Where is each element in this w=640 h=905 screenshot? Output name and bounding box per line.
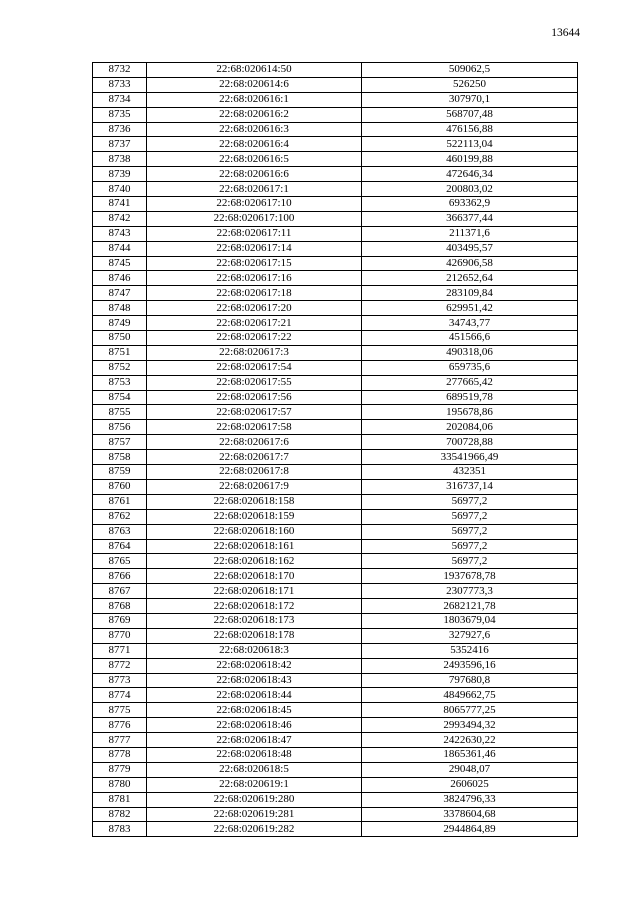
- cadastral-number-cell: 22:68:020619:1: [147, 777, 362, 792]
- cadastral-value-cell: 509062,5: [362, 63, 578, 78]
- table-row: [93, 539, 578, 554]
- cadastral-number-cell: 22:68:020617:100: [147, 211, 362, 226]
- table-row: [93, 613, 578, 628]
- cadastral-number-cell: 22:68:020617:20: [147, 301, 362, 316]
- cadastral-number-cell: 22:68:020619:282: [147, 822, 362, 837]
- cadastral-number-cell: 22:68:020616:5: [147, 152, 362, 167]
- cadastral-value-cell: 2422630,22: [362, 733, 578, 748]
- row-number-cell: 8763: [93, 524, 147, 539]
- row-number-cell: 8732: [93, 63, 147, 78]
- table-row: [93, 465, 578, 480]
- cadastral-value-cell: 432351: [362, 465, 578, 480]
- cadastral-value-cell: 2944864,89: [362, 822, 578, 837]
- cadastral-value-cell: 490318,06: [362, 345, 578, 360]
- table-row: [93, 807, 578, 822]
- row-number-cell: 8744: [93, 241, 147, 256]
- table-body: [93, 63, 578, 837]
- table-row: [93, 524, 578, 539]
- cadastral-number-cell: 22:68:020617:21: [147, 316, 362, 331]
- row-number-cell: 8759: [93, 465, 147, 480]
- cadastral-number-cell: 22:68:020617:54: [147, 360, 362, 375]
- row-number-cell: 8741: [93, 197, 147, 212]
- table-row: [93, 747, 578, 762]
- cadastral-number-cell: 22:68:020618:173: [147, 613, 362, 628]
- cadastral-number-cell: 22:68:020617:10: [147, 197, 362, 212]
- row-number-cell: 8753: [93, 375, 147, 390]
- row-number-cell: 8747: [93, 286, 147, 301]
- cadastral-value-cell: 56977,2: [362, 539, 578, 554]
- row-number-cell: 8735: [93, 107, 147, 122]
- table-row: [93, 777, 578, 792]
- table-row: [93, 345, 578, 360]
- row-number-cell: 8749: [93, 316, 147, 331]
- cadastral-number-cell: 22:68:020618:170: [147, 569, 362, 584]
- table-row: [93, 509, 578, 524]
- cadastral-value-cell: 56977,2: [362, 509, 578, 524]
- table-row: [93, 167, 578, 182]
- cadastral-number-cell: 22:68:020617:55: [147, 375, 362, 390]
- cadastral-value-cell: 29048,07: [362, 762, 578, 777]
- row-number-cell: 8775: [93, 703, 147, 718]
- cadastral-number-cell: 22:68:020617:18: [147, 286, 362, 301]
- cadastral-value-cell: 327927,6: [362, 628, 578, 643]
- cadastral-number-cell: 22:68:020618:160: [147, 524, 362, 539]
- row-number-cell: 8764: [93, 539, 147, 554]
- table-row: [93, 584, 578, 599]
- cadastral-value-cell: 2606025: [362, 777, 578, 792]
- cadastral-value-cell: 5352416: [362, 643, 578, 658]
- cadastral-number-cell: 22:68:020618:48: [147, 747, 362, 762]
- table-row: [93, 792, 578, 807]
- cadastral-value-cell: 212652,64: [362, 271, 578, 286]
- row-number-cell: 8776: [93, 718, 147, 733]
- cadastral-value-table: [92, 62, 578, 837]
- cadastral-value-cell: 2682121,78: [362, 599, 578, 614]
- table-row: [93, 703, 578, 718]
- cadastral-value-cell: 34743,77: [362, 316, 578, 331]
- table-row: [93, 643, 578, 658]
- cadastral-number-cell: 22:68:020617:14: [147, 241, 362, 256]
- row-number-cell: 8733: [93, 77, 147, 92]
- table-row: [93, 301, 578, 316]
- page-number: 13644: [551, 27, 580, 39]
- table-row: [93, 92, 578, 107]
- table-row: [93, 316, 578, 331]
- cadastral-number-cell: 22:68:020617:3: [147, 345, 362, 360]
- table-row: [93, 137, 578, 152]
- row-number-cell: 8742: [93, 211, 147, 226]
- cadastral-value-cell: 200803,02: [362, 182, 578, 197]
- cadastral-number-cell: 22:68:020618:161: [147, 539, 362, 554]
- row-number-cell: 8774: [93, 688, 147, 703]
- row-number-cell: 8760: [93, 479, 147, 494]
- table-row: [93, 405, 578, 420]
- cadastral-number-cell: 22:68:020618:158: [147, 494, 362, 509]
- row-number-cell: 8738: [93, 152, 147, 167]
- table-row: [93, 360, 578, 375]
- cadastral-number-cell: 22:68:020617:7: [147, 450, 362, 465]
- cadastral-number-cell: 22:68:020619:280: [147, 792, 362, 807]
- row-number-cell: 8736: [93, 122, 147, 137]
- cadastral-value-cell: 307970,1: [362, 92, 578, 107]
- cadastral-value-cell: 522113,04: [362, 137, 578, 152]
- row-number-cell: 8743: [93, 226, 147, 241]
- cadastral-value-cell: 476156,88: [362, 122, 578, 137]
- cadastral-number-cell: 22:68:020616:2: [147, 107, 362, 122]
- cadastral-value-cell: 195678,86: [362, 405, 578, 420]
- cadastral-value-cell: 2307773,3: [362, 584, 578, 599]
- cadastral-number-cell: 22:68:020617:57: [147, 405, 362, 420]
- cadastral-value-cell: 568707,48: [362, 107, 578, 122]
- cadastral-number-cell: 22:68:020617:16: [147, 271, 362, 286]
- cadastral-value-cell: 4849662,75: [362, 688, 578, 703]
- table-row: [93, 420, 578, 435]
- cadastral-number-cell: 22:68:020618:162: [147, 554, 362, 569]
- table-row: [93, 762, 578, 777]
- row-number-cell: 8757: [93, 435, 147, 450]
- cadastral-number-cell: 22:68:020618:44: [147, 688, 362, 703]
- cadastral-value-cell: 3378604,68: [362, 807, 578, 822]
- row-number-cell: 8745: [93, 256, 147, 271]
- table-row: [93, 450, 578, 465]
- table-row: [93, 77, 578, 92]
- row-number-cell: 8768: [93, 599, 147, 614]
- table-row: [93, 182, 578, 197]
- table-row: [93, 718, 578, 733]
- table-row: [93, 628, 578, 643]
- cadastral-number-cell: 22:68:020617:11: [147, 226, 362, 241]
- cadastral-number-cell: 22:68:020617:6: [147, 435, 362, 450]
- cadastral-value-cell: 460199,88: [362, 152, 578, 167]
- cadastral-number-cell: 22:68:020618:43: [147, 673, 362, 688]
- row-number-cell: 8781: [93, 792, 147, 807]
- row-number-cell: 8751: [93, 345, 147, 360]
- cadastral-value-cell: 403495,57: [362, 241, 578, 256]
- cadastral-value-cell: 1937678,78: [362, 569, 578, 584]
- table-row: [93, 211, 578, 226]
- row-number-cell: 8779: [93, 762, 147, 777]
- cadastral-value-cell: 56977,2: [362, 524, 578, 539]
- cadastral-number-cell: 22:68:020616:4: [147, 137, 362, 152]
- cadastral-value-cell: 472646,34: [362, 167, 578, 182]
- cadastral-value-cell: 56977,2: [362, 554, 578, 569]
- cadastral-value-cell: 366377,44: [362, 211, 578, 226]
- row-number-cell: 8770: [93, 628, 147, 643]
- cadastral-number-cell: 22:68:020618:3: [147, 643, 362, 658]
- table-row: [93, 286, 578, 301]
- cadastral-value-cell: 426906,58: [362, 256, 578, 271]
- table-row: [93, 822, 578, 837]
- cadastral-value-cell: 202084,06: [362, 420, 578, 435]
- row-number-cell: 8740: [93, 182, 147, 197]
- cadastral-value-cell: 316737,14: [362, 479, 578, 494]
- table-row: [93, 494, 578, 509]
- row-number-cell: 8739: [93, 167, 147, 182]
- cadastral-number-cell: 22:68:020618:178: [147, 628, 362, 643]
- cadastral-number-cell: 22:68:020618:172: [147, 599, 362, 614]
- table-row: [93, 271, 578, 286]
- row-number-cell: 8766: [93, 569, 147, 584]
- table-row: [93, 63, 578, 78]
- table-row: [93, 688, 578, 703]
- row-number-cell: 8772: [93, 658, 147, 673]
- cadastral-value-cell: 1803679,04: [362, 613, 578, 628]
- table-row: [93, 375, 578, 390]
- cadastral-value-cell: 56977,2: [362, 494, 578, 509]
- cadastral-value-cell: 659735,6: [362, 360, 578, 375]
- cadastral-number-cell: 22:68:020618:159: [147, 509, 362, 524]
- row-number-cell: 8752: [93, 360, 147, 375]
- cadastral-number-cell: 22:68:020614:6: [147, 77, 362, 92]
- row-number-cell: 8750: [93, 331, 147, 346]
- cadastral-value-cell: 693362,9: [362, 197, 578, 212]
- row-number-cell: 8748: [93, 301, 147, 316]
- cadastral-number-cell: 22:68:020617:58: [147, 420, 362, 435]
- cadastral-value-cell: 1865361,46: [362, 747, 578, 762]
- cadastral-value-cell: 797680,8: [362, 673, 578, 688]
- cadastral-value-cell: 3824796,33: [362, 792, 578, 807]
- cadastral-number-cell: 22:68:020618:42: [147, 658, 362, 673]
- row-number-cell: 8762: [93, 509, 147, 524]
- row-number-cell: 8773: [93, 673, 147, 688]
- row-number-cell: 8778: [93, 747, 147, 762]
- cadastral-number-cell: 22:68:020616:3: [147, 122, 362, 137]
- row-number-cell: 8761: [93, 494, 147, 509]
- table-row: [93, 107, 578, 122]
- cadastral-number-cell: 22:68:020616:1: [147, 92, 362, 107]
- cadastral-value-cell: 277665,42: [362, 375, 578, 390]
- row-number-cell: 8777: [93, 733, 147, 748]
- cadastral-number-cell: 22:68:020619:281: [147, 807, 362, 822]
- table-row: [93, 331, 578, 346]
- row-number-cell: 8746: [93, 271, 147, 286]
- table-row: [93, 152, 578, 167]
- row-number-cell: 8737: [93, 137, 147, 152]
- table-row: [93, 599, 578, 614]
- cadastral-number-cell: 22:68:020617:56: [147, 390, 362, 405]
- cadastral-value-cell: 2493596,16: [362, 658, 578, 673]
- cadastral-number-cell: 22:68:020618:171: [147, 584, 362, 599]
- row-number-cell: 8754: [93, 390, 147, 405]
- table-row: [93, 658, 578, 673]
- cadastral-number-cell: 22:68:020614:50: [147, 63, 362, 78]
- cadastral-value-cell: 700728,88: [362, 435, 578, 450]
- table-row: [93, 479, 578, 494]
- cadastral-number-cell: 22:68:020618:5: [147, 762, 362, 777]
- table-row: [93, 733, 578, 748]
- cadastral-value-cell: 2993494,32: [362, 718, 578, 733]
- cadastral-number-cell: 22:68:020617:15: [147, 256, 362, 271]
- cadastral-number-cell: 22:68:020617:1: [147, 182, 362, 197]
- cadastral-number-cell: 22:68:020617:9: [147, 479, 362, 494]
- row-number-cell: 8756: [93, 420, 147, 435]
- table-row: [93, 256, 578, 271]
- cadastral-value-cell: 526250: [362, 77, 578, 92]
- row-number-cell: 8769: [93, 613, 147, 628]
- table-row: [93, 197, 578, 212]
- row-number-cell: 8767: [93, 584, 147, 599]
- row-number-cell: 8783: [93, 822, 147, 837]
- table-row: [93, 569, 578, 584]
- table-row: [93, 435, 578, 450]
- cadastral-value-cell: 689519,78: [362, 390, 578, 405]
- row-number-cell: 8734: [93, 92, 147, 107]
- table-row: [93, 226, 578, 241]
- cadastral-value-cell: 283109,84: [362, 286, 578, 301]
- row-number-cell: 8758: [93, 450, 147, 465]
- table-row: [93, 673, 578, 688]
- table-row: [93, 122, 578, 137]
- row-number-cell: 8765: [93, 554, 147, 569]
- cadastral-value-cell: 33541966,49: [362, 450, 578, 465]
- row-number-cell: 8755: [93, 405, 147, 420]
- cadastral-number-cell: 22:68:020618:46: [147, 718, 362, 733]
- table-row: [93, 554, 578, 569]
- row-number-cell: 8780: [93, 777, 147, 792]
- cadastral-value-cell: 451566,6: [362, 331, 578, 346]
- table-row: [93, 241, 578, 256]
- cadastral-number-cell: 22:68:020618:45: [147, 703, 362, 718]
- cadastral-number-cell: 22:68:020617:8: [147, 465, 362, 480]
- cadastral-number-cell: 22:68:020616:6: [147, 167, 362, 182]
- cadastral-number-cell: 22:68:020618:47: [147, 733, 362, 748]
- cadastral-value-cell: 211371,6: [362, 226, 578, 241]
- row-number-cell: 8771: [93, 643, 147, 658]
- cadastral-value-cell: 8065777,25: [362, 703, 578, 718]
- row-number-cell: 8782: [93, 807, 147, 822]
- cadastral-value-cell: 629951,42: [362, 301, 578, 316]
- cadastral-number-cell: 22:68:020617:22: [147, 331, 362, 346]
- table-row: [93, 390, 578, 405]
